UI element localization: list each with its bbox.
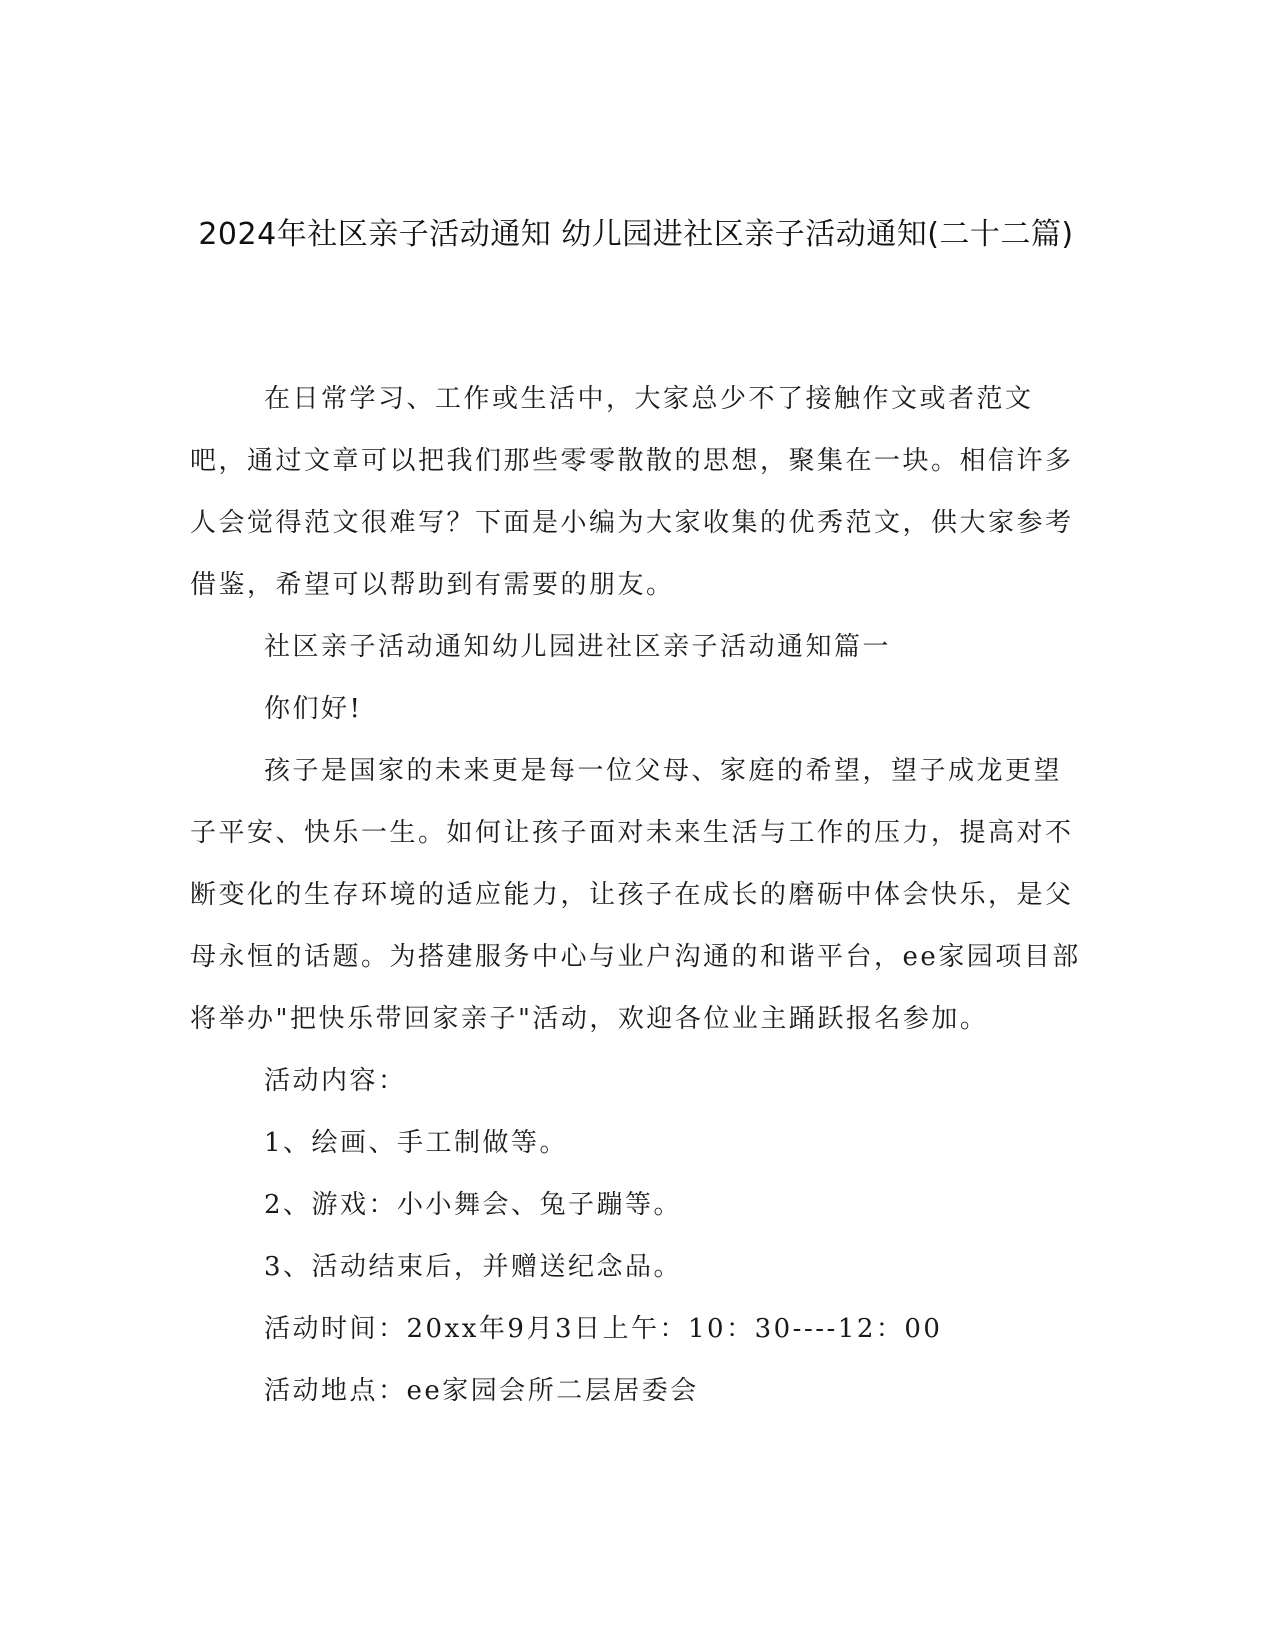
greeting: 你们好! (264, 694, 363, 724)
activity-content-heading: 活动内容： (264, 1066, 407, 1096)
document-body (190, 368, 1090, 1422)
activity-item-3: 3、活动结束后，并赠送纪念品。 (264, 1252, 683, 1282)
activity-time: 活动时间：20xx年9月3日上午：10：30----12：00 (264, 1314, 943, 1344)
section-heading: 社区亲子活动通知幼儿园进社区亲子活动通知篇一 (264, 632, 892, 662)
activity-item-2: 2、游戏：小小舞会、兔子蹦等。 (264, 1190, 683, 1220)
body-paragraph: 孩子是国家的未来更是每一位父母、家庭的希望，望子成龙更望子平安、快乐一生。如何让孩子面对未来生活与工作的压力，提高对不断变化的生存环境的适应能力，让孩子在成长的磨砺中体会快乐，是父母永恒的话题。为搭建服务中心与业户沟通的和谐平台，ee家园项目部将举办"把快乐带回家亲子"活动，欢迎各位业主踊跃报名参加。 (190, 756, 1081, 1034)
intro-paragraph: 在日常学习、工作或生活中，大家总少不了接触作文或者范文吧，通过文章可以把我们那些零零散散的思想，聚集在一块。相信许多人会觉得范文很难写？下面是小编为大家收集的优秀范文，供大家参考借鉴，希望可以帮助到有需要的朋友。 (190, 384, 1074, 600)
document-title: 2024年社区亲子活动通知 幼儿园进社区亲子活动通知(二十二篇) (198, 217, 1074, 252)
activity-location: 活动地点：ee家园会所二层居委会 (264, 1376, 699, 1406)
activity-item-1: 1、绘画、手工制做等。 (264, 1128, 569, 1158)
